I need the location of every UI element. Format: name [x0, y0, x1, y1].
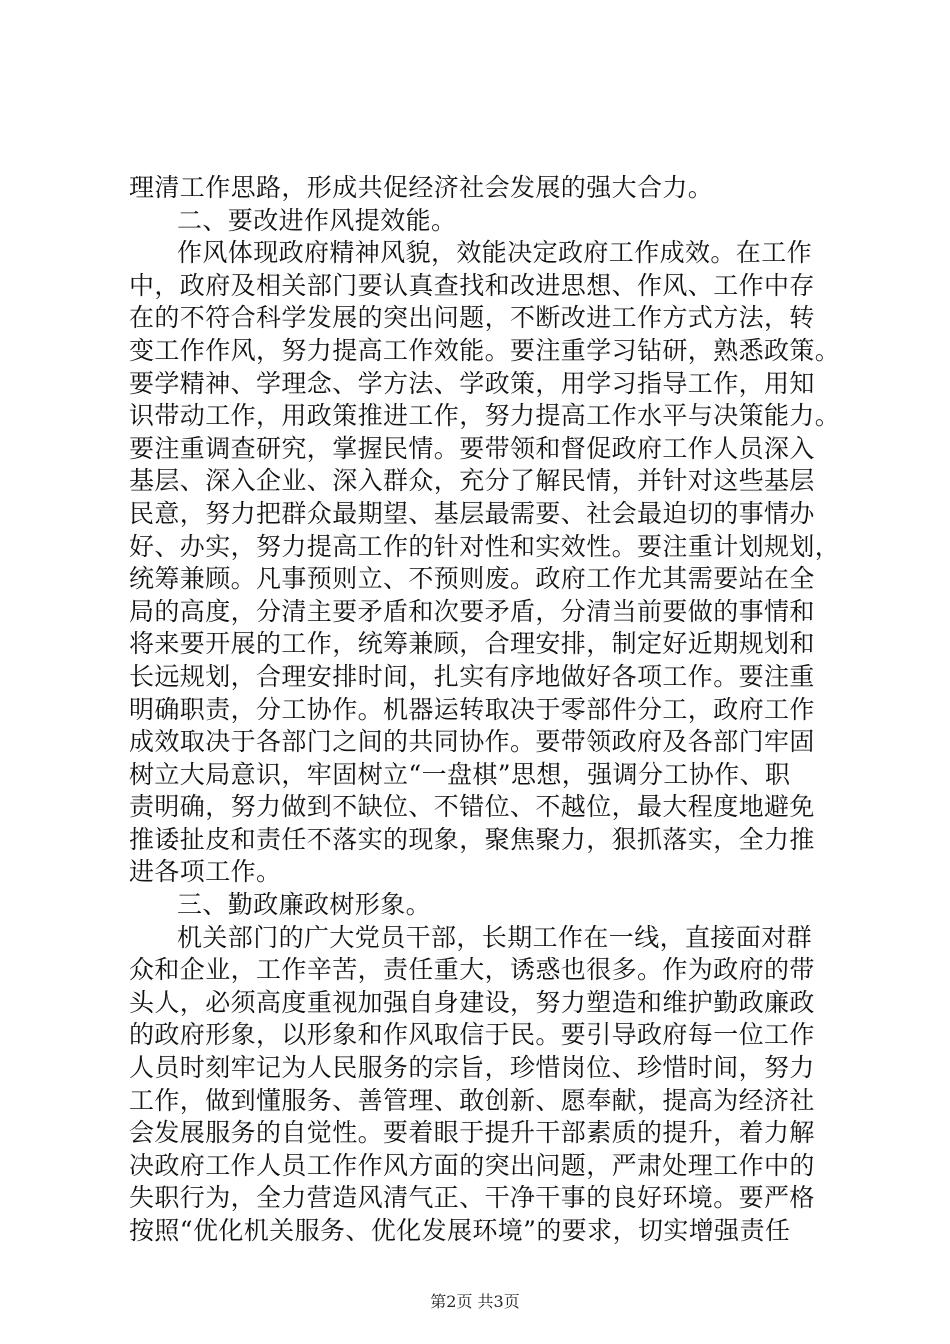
text-line: 作风体现政府精神风貌，效能决定政府工作成效。在工作 [177, 238, 813, 268]
text-line: 好、办实，努力提高工作的针对性和实效性。要注重计划规划， [129, 531, 841, 561]
text-line: 要学精神、学理念、学方法、学政策，用学习指导工作，用知 [129, 368, 815, 398]
document-body [129, 172, 869, 1248]
text-line: 的政府形象，以形象和作风取信于民。要引导政府每一位工作 [129, 1020, 815, 1050]
text-line: 明确职责，分工协作。机器运转取决于零部件分工，政府工作 [129, 694, 815, 724]
text-line: 理清工作思路，形成共促经济社会发展的强大合力。 [129, 173, 714, 202]
text-line: 在的不符合科学发展的突出问题，不断改进工作方式方法，转 [129, 303, 815, 333]
text-line: 要注重调查研究，掌握民情。要带领和督促政府工作人员深入 [129, 433, 815, 463]
text-line: 将来要开展的工作，统筹兼顾，合理安排，制定好近期规划和 [129, 629, 815, 659]
page-number-footer: 第2页 共3页 [430, 1292, 520, 1311]
text-line: 机关部门的广大党员干部，长期工作在一线，直接面对群 [177, 922, 813, 952]
text-line: 决政府工作人员工作作风方面的突出问题，严肃处理工作中的 [129, 1150, 815, 1180]
text-line: 变工作作风，努力提高工作效能。要注重学习钻研，熟悉政策。 [129, 335, 841, 365]
section-heading: 三、勤政廉政树形象。 [177, 890, 432, 920]
text-line: 树立大局意识，牢固树立“一盘棋”思想，强调分工协作、职 [129, 759, 791, 789]
text-line: 民意，努力把群众最期望、基层最需要、社会最迫切的事情办 [129, 498, 815, 528]
text-line: 中，政府及相关部门要认真查找和改进思想、作风、工作中存 [129, 270, 815, 300]
text-line: 工作，做到懂服务、善管理、敢创新、愿奉献，提高为经济社 [129, 1085, 815, 1115]
text-line: 人员时刻牢记为人民服务的宗旨，珍惜岗位、珍惜时间，努力 [129, 1053, 815, 1083]
text-line: 长远规划，合理安排时间，扎实有序地做好各项工作。要注重 [129, 661, 815, 691]
text-line: 基层、深入企业、深入群众，充分了解民情，并针对这些基层 [129, 466, 815, 496]
text-line: 头人，必须高度重视加强自身建设，努力塑造和维护勤政廉政 [129, 987, 815, 1017]
text-line: 众和企业，工作辛苦，责任重大，诱惑也很多。作为政府的带 [129, 955, 815, 985]
text-line: 进各项工作。 [129, 857, 282, 887]
text-line: 识带动工作，用政策推进工作，努力提高工作水平与决策能力。 [129, 401, 841, 431]
text-line: 会发展服务的自觉性。要着眼于提升干部素质的提升，着力解 [129, 1118, 815, 1148]
text-line: 统筹兼顾。凡事预则立、不预则废。政府工作尤其需要站在全 [129, 564, 815, 594]
text-line: 责明确，努力做到不缺位、不错位、不越位，最大程度地避免 [129, 792, 815, 822]
text-line: 按照“优化机关服务、优化发展环境”的要求，切实增强责任 [129, 1216, 791, 1245]
text-line: 局的高度，分清主要矛盾和次要矛盾，分清当前要做的事情和 [129, 596, 815, 626]
section-heading: 二、要改进作风提效能。 [177, 205, 457, 235]
text-line: 推诿扯皮和责任不落实的现象，聚焦聚力，狠抓落实，全力推 [129, 824, 815, 854]
text-line: 成效取决于各部门之间的共同协作。要带领政府及各部门牢固 [129, 727, 815, 757]
text-line: 失职行为，全力营造风清气正、干净干事的良好环境。要严格 [129, 1183, 815, 1213]
